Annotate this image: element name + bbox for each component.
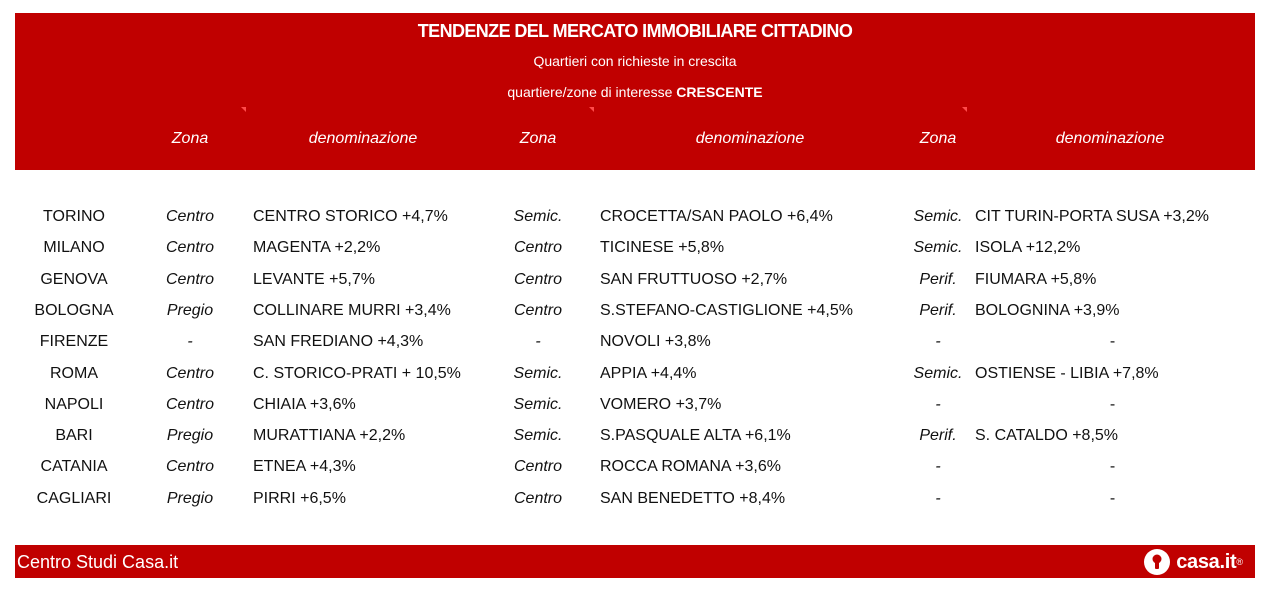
triangle-marker-icon: [589, 107, 594, 112]
table-row: [15, 361, 1255, 389]
denominazione-3: -: [1109, 333, 1116, 351]
city-name: BOLOGNA: [34, 301, 114, 319]
table-row: [15, 298, 1255, 326]
denominazione-3: ISOLA +12,2%: [975, 239, 1081, 257]
interest-bold: CRESCENTE: [676, 84, 763, 100]
col-header-denominazione-3: denominazione: [1055, 130, 1165, 147]
zone-1: -: [187, 333, 193, 351]
denominazione-3: FIUMARA +5,8%: [975, 270, 1097, 288]
zone-1: Pregio: [166, 301, 214, 319]
city-name: FIRENZE: [39, 333, 109, 351]
zone-2: Semic.: [513, 427, 563, 445]
city-name: ROMA: [50, 364, 98, 382]
denominazione-3: BOLOGNINA +3,9%: [975, 301, 1120, 319]
zone-1: Centro: [165, 208, 215, 225]
city-name: TORINO: [43, 208, 105, 225]
denominazione-2: S.PASQUALE ALTA +6,1%: [600, 427, 791, 445]
zone-2: -: [535, 333, 541, 351]
zone-3: Perif.: [919, 301, 957, 319]
city-name: BARI: [55, 427, 93, 445]
denominazione-2: CROCETTA/SAN PAOLO +6,4%: [600, 208, 833, 225]
page-subtitle: Quartieri con richieste in crescita: [533, 53, 737, 69]
denominazione-2: S.STEFANO-CASTIGLIONE +4,5%: [600, 301, 853, 319]
zone-3: -: [935, 395, 941, 413]
denominazione-1: CHIAIA +3,6%: [253, 395, 356, 413]
zone-3: -: [935, 458, 941, 476]
col-header-denominazione-2: denominazione: [695, 130, 805, 147]
denominazione-2: TICINESE +5,8%: [600, 239, 725, 257]
denominazione-3: CIT TURIN-PORTA SUSA +3,2%: [975, 208, 1209, 225]
zone-1: Centro: [165, 239, 215, 257]
zone-1: Pregio: [166, 427, 214, 445]
triangle-marker-icon: [241, 107, 246, 112]
zone-2: Centro: [513, 301, 563, 319]
brand-name: casa.it: [1176, 550, 1237, 573]
keyhole-icon: [1144, 549, 1170, 575]
zone-2: Semic.: [513, 208, 563, 225]
table-row: [15, 329, 1255, 357]
col-header-zona-3: Zona: [919, 130, 957, 147]
denominazione-1: COLLINARE MURRI +3,4%: [253, 301, 451, 319]
zone-1: Centro: [165, 458, 215, 476]
zone-3: Semic.: [913, 208, 963, 225]
city-name: CATANIA: [40, 458, 108, 476]
table-row: [15, 267, 1255, 295]
denominazione-1: ETNEA +4,3%: [253, 458, 356, 476]
zone-3: -: [935, 333, 941, 351]
denominazione-2: SAN BENEDETTO +8,4%: [600, 489, 786, 507]
zone-2: Centro: [513, 489, 563, 507]
table-row: [15, 204, 1255, 232]
table-row: [15, 454, 1255, 482]
footer-band: [15, 545, 1255, 578]
zone-2: Centro: [513, 239, 563, 257]
denominazione-3: -: [1109, 489, 1116, 507]
denominazione-1: MAGENTA +2,2%: [253, 239, 381, 257]
page-title: TENDENZE DEL MERCATO IMMOBILIARE CITTADINO: [417, 21, 853, 41]
denominazione-2: NOVOLI +3,8%: [600, 333, 711, 351]
city-name: MILANO: [43, 239, 105, 257]
city-name: CAGLIARI: [36, 489, 112, 507]
denominazione-2: VOMERO +3,7%: [600, 395, 722, 413]
interest-prefix: quartiere/zone di interesse: [507, 84, 673, 100]
triangle-marker-icon: [962, 107, 967, 112]
denominazione-2: APPIA +4,4%: [600, 364, 697, 382]
table-row: [15, 235, 1255, 263]
city-name: NAPOLI: [44, 395, 104, 413]
zone-3: Semic.: [913, 364, 963, 382]
denominazione-1: LEVANTE +5,7%: [253, 270, 375, 288]
zone-2: Semic.: [513, 395, 563, 413]
zone-3: Semic.: [913, 239, 963, 257]
denominazione-1: SAN FREDIANO +4,3%: [253, 333, 424, 351]
denominazione-3: -: [1109, 395, 1116, 413]
header-band: [15, 13, 1255, 170]
col-header-denominazione-1: denominazione: [308, 130, 418, 147]
zone-1: Centro: [165, 395, 215, 413]
col-header-zona-1: Zona: [171, 130, 209, 147]
zone-2: Semic.: [513, 364, 563, 382]
denominazione-3: S. CATALDO +8,5%: [975, 427, 1119, 445]
zone-1: Centro: [165, 270, 215, 288]
casa-it-logo: [1144, 548, 1243, 576]
zone-2: Centro: [513, 458, 563, 476]
denominazione-1: CENTRO STORICO +4,7%: [253, 208, 448, 225]
zone-2: Centro: [513, 270, 563, 288]
denominazione-3: OSTIENSE - LIBIA +7,8%: [975, 364, 1159, 382]
zone-1: Pregio: [166, 489, 214, 507]
denominazione-2: SAN FRUTTUOSO +2,7%: [600, 270, 788, 288]
zone-1: Centro: [165, 364, 215, 382]
table-row: [15, 486, 1255, 514]
interest-line: [15, 84, 1255, 100]
table-row: [15, 423, 1255, 451]
denominazione-1: MURATTIANA +2,2%: [253, 427, 406, 445]
denominazione-1: C. STORICO-PRATI + 10,5%: [253, 364, 461, 382]
city-name: GENOVA: [40, 270, 108, 288]
registered-mark: ®: [1236, 557, 1243, 567]
zone-3: Perif.: [919, 427, 957, 445]
zone-3: -: [935, 489, 941, 507]
denominazione-3: -: [1109, 458, 1116, 476]
denominazione-1: PIRRI +6,5%: [253, 489, 346, 507]
denominazione-2: ROCCA ROMANA +3,6%: [600, 458, 781, 476]
footer-label: Centro Studi Casa.it: [17, 552, 179, 572]
zone-3: Perif.: [919, 270, 957, 288]
col-header-zona-2: Zona: [519, 130, 557, 147]
table-row: [15, 392, 1255, 420]
